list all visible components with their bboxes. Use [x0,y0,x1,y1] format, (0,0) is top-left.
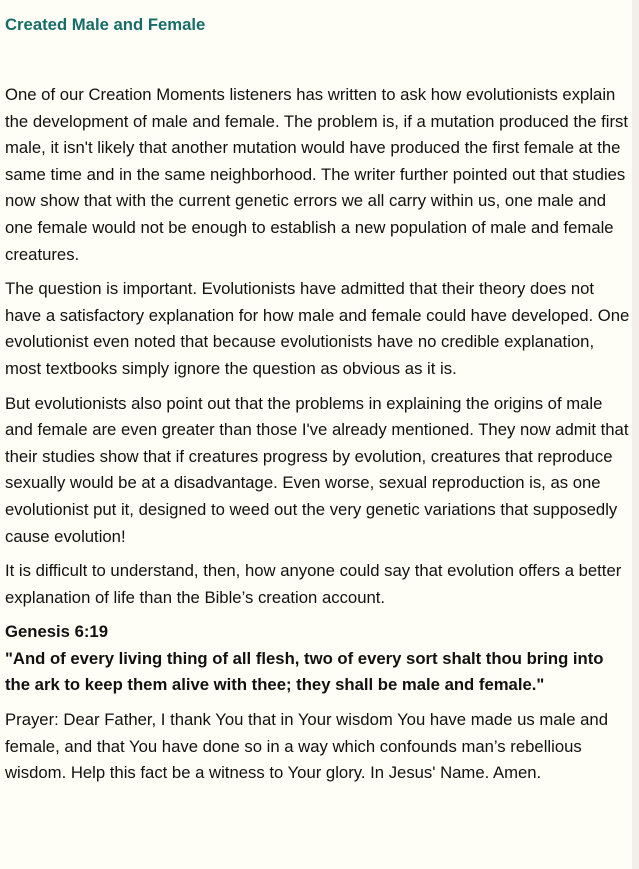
prayer-paragraph: Prayer: Dear Father, I thank You that in Your wisdom You have made us male and female, and that You have done so in a way which confounds man’s rebellious wisdom. Help this fact be a witness to Your glory. In Jesus' Name. Amen. [5,710,608,783]
article-title: Created Male and Female [5,15,206,34]
scripture-reference: Genesis 6:19 [5,622,108,642]
page-right-edge [632,0,639,869]
article-paragraph-1: One of our Creation Moments listeners has written to ask how evolutionists explain the development of male and female. The problem is, if a mutation produced the first male, it isn't likely that another mutation would have produced the first female at the same time and in the same neighborhood. The writer further pointed out that studies now show that with the current genetic errors we all carry within us, one male and one female would not be enough to establish a new population of male and female creatures. [5,85,629,264]
article-content [5,13,630,787]
article-paragraph-3: But evolutionists also point out that the problems in explaining the origins of male and female are even greater than those I've already mentioned. They now admit that their studies show that if creatures progress by evolution, creatures that reproduce sexually would be at a disadvantage. Even worse, sexual reproduction is, as one evolutionist put it, designed to weed out the very genetic variations that supposedly cause evolution! [5,393,629,546]
scripture-quote: "And of every living thing of all flesh, two of every sort shalt thou bring into the ark to keep them alive with thee; they shall be male and female." [5,648,604,695]
article-paragraph-2: The question is important. Evolutionists have admitted that their theory does not have a satisfactory explanation for how male and female could have developed. One evolutionist even noted that because evolutionists have no credible explanation, most textbooks simply ignore the question as obvious as it is. [5,279,630,378]
article-paragraph-4: It is difficult to understand, then, how anyone could say that evolution offers a better explanation of life than the Bible’s creation account. [5,561,622,607]
